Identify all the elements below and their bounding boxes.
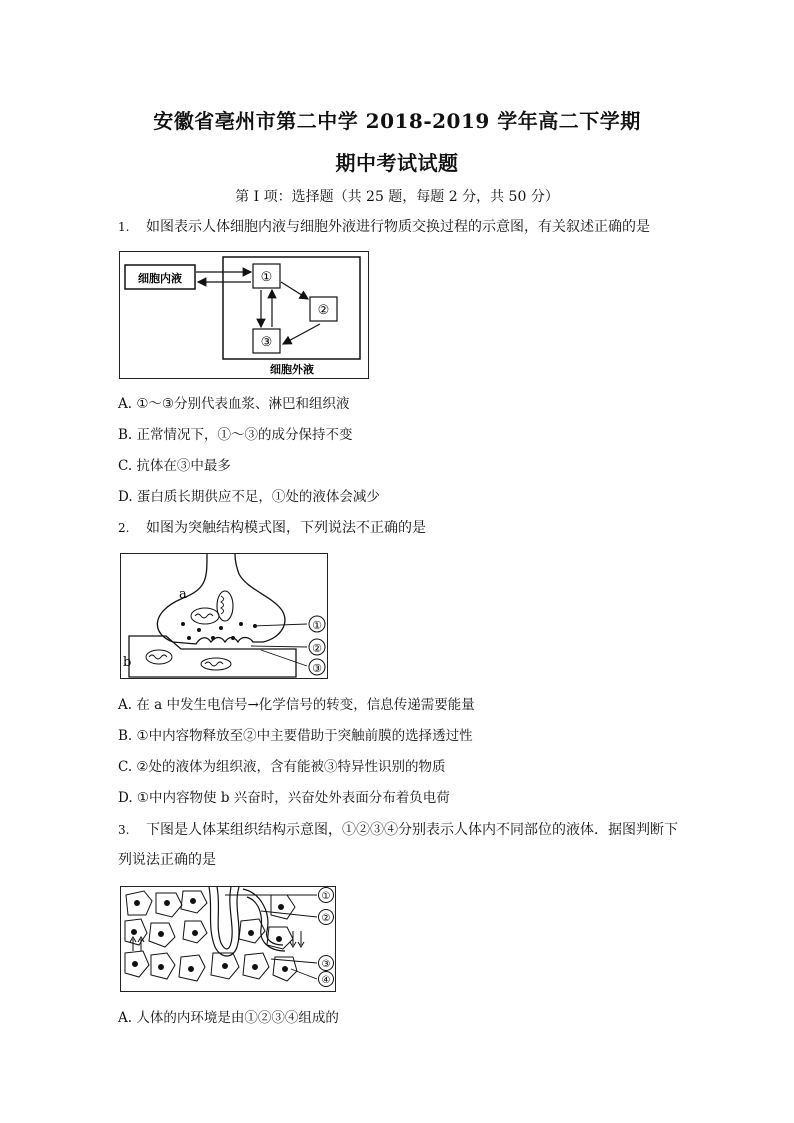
q2-option-b: B. ①中内容物释放至②中主要借助于突触前膜的选择透过性 <box>118 728 473 744</box>
presynaptic-membrane <box>157 554 285 644</box>
node-3-label: ③ <box>260 335 273 350</box>
arrow-2-to-3 <box>283 324 320 344</box>
question-3-continued <box>118 849 678 871</box>
q1-option-c: C. 抗体在③中最多 <box>118 458 231 474</box>
mitochondrion-b1 <box>146 650 172 664</box>
neurotransmitter-dot <box>219 626 223 630</box>
question-2 <box>118 517 678 539</box>
vesicle-large-contents <box>195 614 213 618</box>
leader-2 <box>251 646 307 647</box>
figure-tissue <box>120 886 336 992</box>
question-text-continued: 列说法正确的是 <box>118 852 216 868</box>
mitochondrion-b1-cristae <box>149 655 167 659</box>
paper-title-line2: 期中考试试题 <box>335 151 459 175</box>
question-text: 如图表示人体细胞内液与细胞外液进行物质交换过程的示意图，有关叙述正确的是 <box>146 219 650 235</box>
mitochondrion-b2-cristae <box>205 662 223 666</box>
question-number: 3. <box>118 823 130 837</box>
intracellular-label: 细胞内液 <box>138 272 182 285</box>
marker-2: ② <box>312 642 322 655</box>
marker-1: ① <box>321 891 331 902</box>
synapse-diagram <box>121 554 327 678</box>
question-text: 如图为突触结构模式图，下列说法不正确的是 <box>146 520 426 536</box>
marker-4: ④ <box>321 975 331 986</box>
node-1-label: ① <box>260 270 273 285</box>
question-3 <box>118 819 688 841</box>
neurotransmitter-dot <box>181 622 185 626</box>
leader-3 <box>261 650 307 666</box>
neurotransmitter-dot <box>187 636 191 640</box>
capillary-inner <box>217 887 232 949</box>
section-heading: 第 I 项：选择题（共 25 题，每题 2 分，共 50 分） <box>235 189 559 205</box>
node-2-label: ② <box>317 303 330 318</box>
marker-2: ② <box>321 913 331 924</box>
label-a: a <box>179 587 187 602</box>
figure-synapse <box>120 553 328 679</box>
leader-1 <box>253 624 307 626</box>
q3-option-a: A. 人体的内环境是由①②③④组成的 <box>118 1010 339 1026</box>
question-number: 2. <box>118 521 130 535</box>
marker-1: ① <box>312 619 322 632</box>
marker-3: ③ <box>312 662 322 675</box>
q1-option-b: B. 正常情况下，①～③的成分保持不变 <box>118 427 353 443</box>
fluid-exchange-diagram <box>120 252 368 378</box>
figure-fluid-exchange <box>119 251 369 379</box>
question-number: 1. <box>118 220 130 234</box>
paper-title-line1: 安徽省亳州市第二中学 2018-2019 学年高二下学期 <box>153 109 641 133</box>
neurotransmitter-dot <box>239 622 243 626</box>
marker-3: ③ <box>321 959 331 970</box>
leader-4 <box>291 969 317 979</box>
neurotransmitter-dot <box>231 636 235 640</box>
q2-option-d: D. ①中内容物使 b 兴奋时，兴奋处外表面分布着负电荷 <box>118 790 450 806</box>
tissue-diagram <box>121 887 335 991</box>
neurotransmitter-dot <box>197 628 201 632</box>
label-b: b <box>123 655 132 670</box>
q2-option-c: C. ②处的液体为组织液，含有能被③特异性识别的物质 <box>118 759 446 775</box>
neurotransmitter-dot <box>211 636 215 640</box>
question-1 <box>118 216 678 238</box>
extracellular-label: 细胞外液 <box>270 363 314 376</box>
q1-option-d: D. 蛋白质长期供应不足，①处的液体会减少 <box>118 489 380 505</box>
mitochondrion-a-cristae <box>221 596 224 614</box>
arrow-1-to-2 <box>281 282 308 299</box>
capillary-outer <box>209 887 239 956</box>
q2-option-a: A. 在 a 中发生电信号→化学信号的转变，信息传递需要能量 <box>118 697 475 713</box>
question-text: 下图是人体某组织结构示意图，①②③④分别表示人体内不同部位的液体．据图判断下 <box>146 822 678 838</box>
q1-option-a: A. ①～③分别代表血浆、淋巴和组织液 <box>118 396 350 412</box>
